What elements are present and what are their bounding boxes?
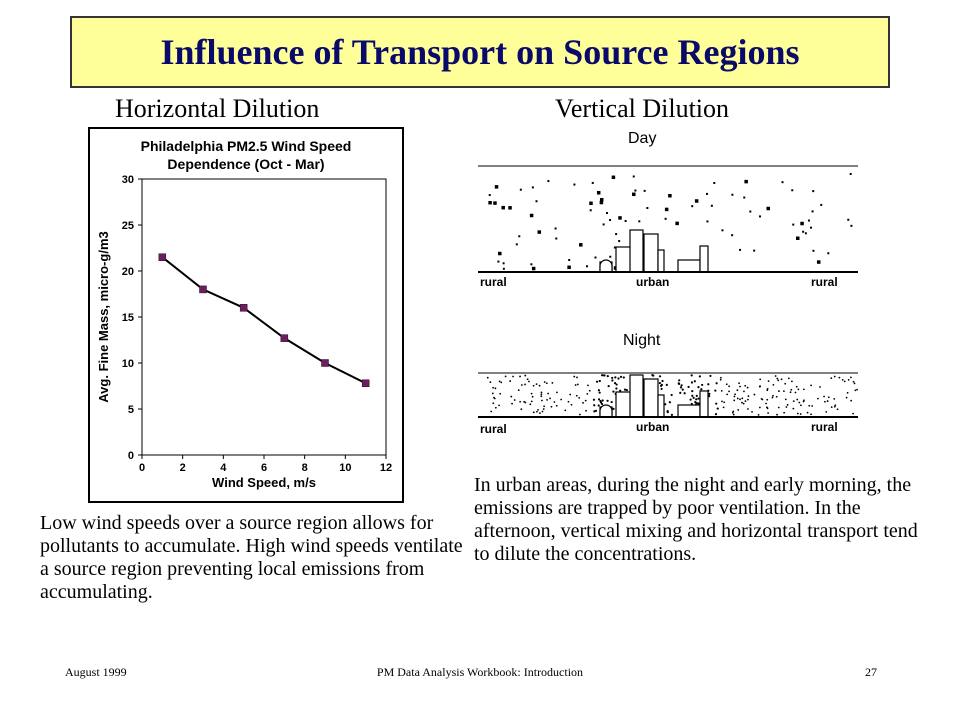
title-banner xyxy=(70,16,890,88)
day-zone-urban: urban xyxy=(636,275,670,289)
y-tick-label: 10 xyxy=(121,358,134,370)
footer-title: PM Data Analysis Workbook: Introduction xyxy=(376,665,584,679)
data-point xyxy=(200,286,207,293)
data-point xyxy=(322,360,329,367)
data-point xyxy=(159,254,166,261)
day-zone-rural-left: rural xyxy=(480,275,507,289)
vertical-dilution-diagram xyxy=(478,130,868,440)
night-pollutant-particles xyxy=(487,374,858,416)
horizontal-dilution-heading: Horizontal Dilution xyxy=(115,94,320,123)
day-pollutant-particles xyxy=(488,173,852,270)
night-label: Night xyxy=(623,332,661,349)
data-point xyxy=(281,335,288,342)
y-tick-label: 20 xyxy=(121,266,134,278)
series-line xyxy=(162,257,365,383)
y-axis-label: Avg. Fine Mass, micro-g/m3 xyxy=(96,231,111,403)
night-zone-rural-left: rural xyxy=(480,422,507,436)
day-scene xyxy=(478,150,868,290)
vertical-dilution-text: In urban areas, during the night and early morning, the emissions are trapped by poor ventilation. In the afternoon, vertical mixing and horizontal transport tend to dilute the concentrations. xyxy=(474,474,918,565)
x-tick-label: 2 xyxy=(179,462,186,474)
horizontal-dilution-text: Low wind speeds over a source region allows for pollutants to accumulate. High wind speeds ventilate a source region preventing local emissions from accumulating. xyxy=(40,512,463,603)
x-axis-label: Wind Speed, m/s xyxy=(212,475,316,490)
y-tick-label: 15 xyxy=(121,312,134,324)
vertical-dilution-heading: Vertical Dilution xyxy=(555,94,730,123)
x-tick-label: 6 xyxy=(260,462,268,474)
x-tick-label: 0 xyxy=(138,462,146,474)
data-point xyxy=(362,380,369,387)
x-tick-label: 4 xyxy=(220,462,227,474)
chart-title-line2: Dependence (Oct - Mar) xyxy=(167,156,325,172)
y-tick-label: 0 xyxy=(127,450,134,462)
data-point xyxy=(240,304,247,311)
city-buildings xyxy=(600,230,708,272)
x-tick-label: 12 xyxy=(379,462,393,474)
wind-speed-chart xyxy=(88,127,404,503)
day-label: Day xyxy=(628,130,657,147)
plot-frame xyxy=(142,179,386,455)
night-zone-rural-right: rural xyxy=(811,420,838,434)
y-tick-label: 25 xyxy=(121,220,134,232)
footer-date: August 1999 xyxy=(65,665,127,679)
chart-title-line1: Philadelphia PM2.5 Wind Speed xyxy=(140,138,352,154)
night-scene xyxy=(478,355,868,425)
x-tick-label: 10 xyxy=(339,462,352,474)
page-number: 27 xyxy=(865,665,877,679)
y-tick-label: 30 xyxy=(121,174,134,186)
y-tick-label: 5 xyxy=(127,404,134,416)
x-tick-label: 8 xyxy=(301,462,308,474)
chart-plot xyxy=(90,129,402,501)
slide-title: Influence of Transport on Source Regions xyxy=(160,32,800,72)
day-zone-rural-right: rural xyxy=(811,275,838,289)
night-zone-urban: urban xyxy=(636,420,670,434)
